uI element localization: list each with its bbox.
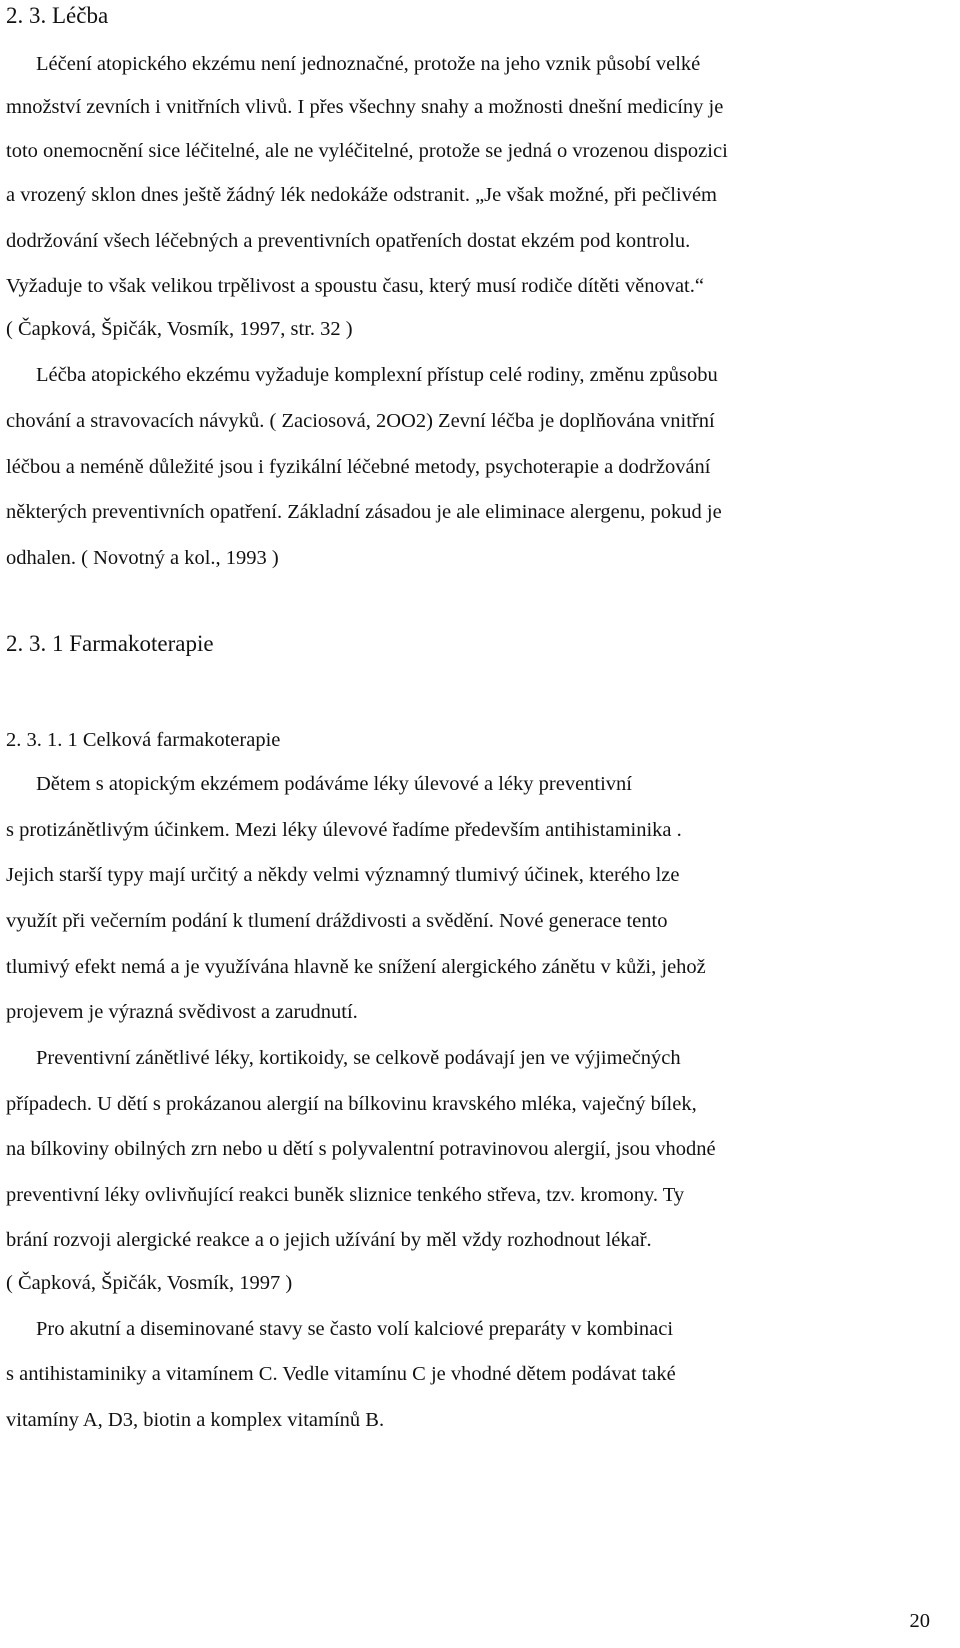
paragraph-line: využít při večerním podání k tlumení dráždivosti a svědění. Nové generace tento bbox=[6, 910, 668, 932]
paragraph-line: chování a stravovacích návyků. ( Zaciosová, 2OO2) Zevní léčba je doplňována vnitřní bbox=[6, 410, 715, 432]
paragraph-line: Léčba atopického ekzému vyžaduje komplexní přístup celé rodiny, změnu způsobu bbox=[36, 364, 718, 386]
paragraph-line: na bílkoviny obilných zrn nebo u dětí s polyvalentní potravinovou alergií, jsou vhodné bbox=[6, 1138, 716, 1160]
paragraph-line: s protizánětlivým účinkem. Mezi léky úlevové řadíme především antihistaminika . bbox=[6, 819, 682, 841]
paragraph-line: dodržování všech léčebných a preventivních opatřeních dostat ekzém pod kontrolu. bbox=[6, 230, 691, 252]
citation-line: ( Čapková, Špičák, Vosmík, 1997 ) bbox=[6, 1272, 293, 1294]
subsubsection-heading: 2. 3. 1. 1 Celková farmakoterapie bbox=[6, 729, 281, 751]
paragraph-line: léčbou a neméně důležité jsou i fyzikální léčebné metody, psychoterapie a dodržování bbox=[6, 456, 711, 478]
paragraph-line: vitamíny A, D3, biotin a komplex vitamínů B. bbox=[6, 1409, 385, 1431]
paragraph-line: některých preventivních opatření. Základní zásadou je ale eliminace alergenu, pokud je bbox=[6, 501, 722, 523]
paragraph-line: odhalen. ( Novotný a kol., 1993 ) bbox=[6, 547, 279, 569]
paragraph-line: Pro akutní a diseminované stavy se často volí kalciové preparáty v kombinaci bbox=[36, 1318, 674, 1340]
paragraph-line: projevem je výrazná svědivost a zarudnutí. bbox=[6, 1001, 358, 1023]
paragraph-line: toto onemocnění sice léčitelné, ale ne vyléčitelné, protože se jedná o vrozenou dispozici bbox=[6, 140, 728, 162]
paragraph-line: Vyžaduje to však velikou trpělivost a spoustu času, který musí rodiče dítěti věnovat.“ bbox=[6, 275, 704, 297]
subsection-heading: 2. 3. 1 Farmakoterapie bbox=[6, 631, 214, 656]
section-heading: 2. 3. Léčba bbox=[6, 3, 109, 28]
citation-line: ( Čapková, Špičák, Vosmík, 1997, str. 32 ) bbox=[6, 318, 353, 340]
paragraph-line: preventivní léky ovlivňující reakci buněk sliznice tenkého střeva, tzv. kromony. Ty bbox=[6, 1184, 685, 1206]
paragraph-line: tlumivý efekt nemá a je využívána hlavně ke snížení alergického zánětu v kůži, jehož bbox=[6, 956, 706, 978]
paragraph-line: Jejich starší typy mají určitý a někdy velmi významný tlumivý účinek, kterého lze bbox=[6, 864, 680, 886]
paragraph-line: s antihistaminiky a vitamínem C. Vedle vitamínu C je vhodné dětem podávat také bbox=[6, 1363, 676, 1385]
page-number: 20 bbox=[909, 1610, 930, 1632]
paragraph-line: a vrozený sklon dnes ještě žádný lék nedokáže odstranit. „Je však možné, při pečlivém bbox=[6, 184, 717, 206]
paragraph-line: Preventivní zánětlivé léky, kortikoidy, se celkově podávají jen ve výjimečných bbox=[36, 1047, 681, 1069]
paragraph-line: brání rozvoji alergické reakce a o jejich užívání by měl vždy rozhodnout lékař. bbox=[6, 1229, 652, 1251]
paragraph-line: Dětem s atopickým ekzémem podáváme léky úlevové a léky preventivní bbox=[36, 773, 633, 795]
paragraph-line: Léčení atopického ekzému není jednoznačné, protože na jeho vznik působí velké bbox=[36, 53, 701, 75]
paragraph-line: množství zevních i vnitřních vlivů. I přes všechny snahy a možnosti dnešní medicíny je bbox=[6, 96, 724, 118]
paragraph-line: případech. U dětí s prokázanou alergií na bílkovinu kravského mléka, vaječný bílek, bbox=[6, 1093, 697, 1115]
